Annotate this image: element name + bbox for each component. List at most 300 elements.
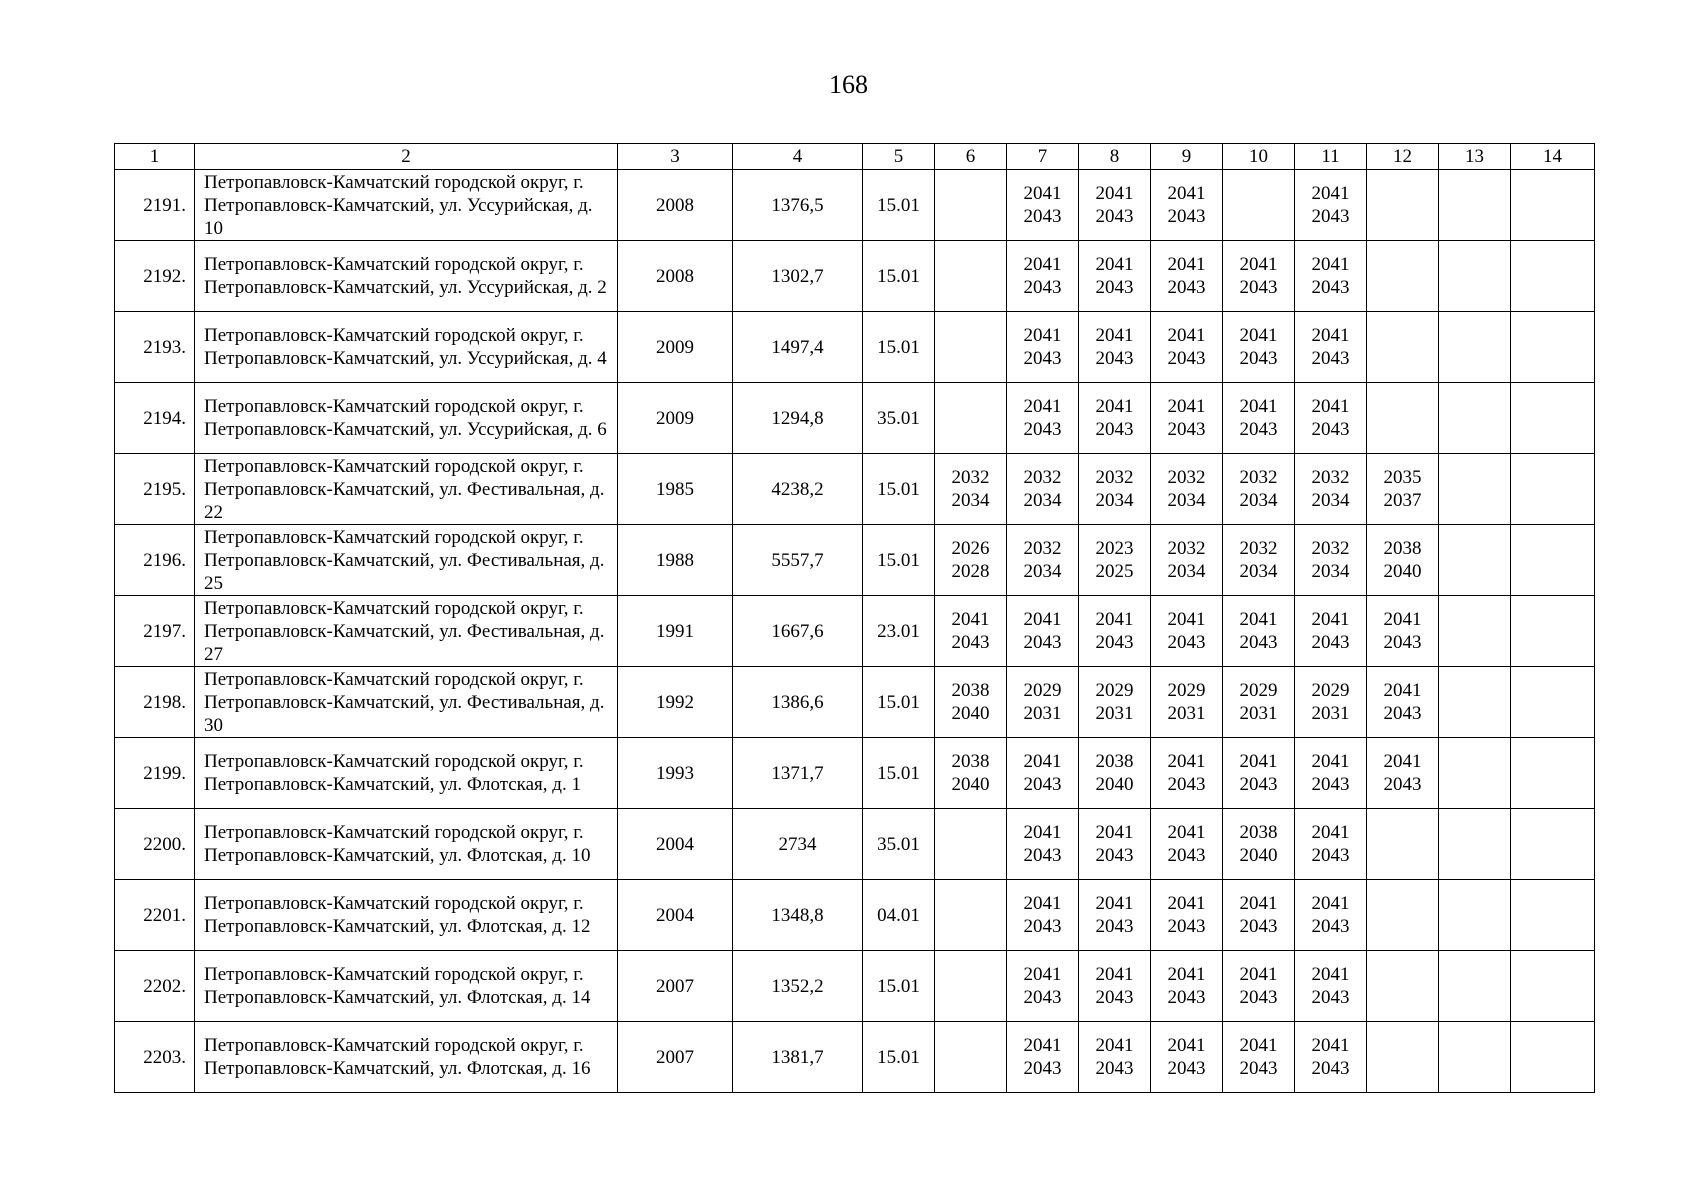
period-end-year: 2043: [1239, 774, 1278, 795]
period-cell-c11: [1295, 525, 1367, 596]
period-cell-c13: [1439, 951, 1511, 1022]
period-start-year: 2041: [1311, 254, 1350, 275]
address-cell: Петропавловск-Камчатский городской округ, г. Петропавловск-Камчатский, ул. Уссурийская, д. 4: [195, 312, 618, 383]
period-end-year: 2031: [1239, 703, 1278, 724]
period-cell-c13: [1439, 241, 1511, 312]
column-header: 12: [1367, 144, 1439, 170]
period-start-year: 2041: [1095, 822, 1134, 843]
column-header: 5: [863, 144, 935, 170]
table-row: [115, 454, 1595, 525]
period-cell-c14: [1511, 667, 1595, 738]
period-end-year: 2037: [1383, 490, 1422, 511]
period-cell-c13: [1439, 454, 1511, 525]
period-cell-c12: [1367, 454, 1439, 525]
period-cell-c9: [1151, 738, 1223, 809]
period-end-year: 2043: [1095, 916, 1134, 937]
period-cell-c7: [1007, 525, 1079, 596]
code-cell: 15.01: [863, 738, 935, 809]
year-cell: 1985: [618, 454, 733, 525]
period-cell-c10: [1223, 383, 1295, 454]
period-start-year: 2032: [1167, 467, 1206, 488]
period-start-year: 2041: [1167, 325, 1206, 346]
period-end-year: 2043: [1311, 419, 1350, 440]
period-end-year: 2043: [1023, 419, 1062, 440]
period-end-year: 2043: [1023, 632, 1062, 653]
period-cell-c9: [1151, 951, 1223, 1022]
period-start-year: 2041: [1167, 822, 1206, 843]
period-cell-c6: [935, 667, 1007, 738]
period-cell-c6: [935, 880, 1007, 951]
area-cell: 2734: [733, 809, 863, 880]
period-start-year: 2041: [1095, 183, 1134, 204]
period-cell-c9: [1151, 454, 1223, 525]
table-row: [115, 383, 1595, 454]
period-cell-c6: [935, 1022, 1007, 1093]
period-start-year: 2041: [1167, 396, 1206, 417]
address-cell: Петропавловск-Камчатский городской округ, г. Петропавловск-Камчатский, ул. Фестивальная, д. 27: [195, 596, 618, 667]
address-cell: Петропавловск-Камчатский городской округ, г. Петропавловск-Камчатский, ул. Уссурийская, д. 6: [195, 383, 618, 454]
period-cell-c10: [1223, 809, 1295, 880]
period-cell-c8: [1079, 170, 1151, 241]
row-number: 2203.: [115, 1022, 195, 1093]
period-cell-c11: [1295, 738, 1367, 809]
row-number: 2191.: [115, 170, 195, 241]
period-cell-c14: [1511, 454, 1595, 525]
period-cell-c6: [935, 241, 1007, 312]
period-cell-c9: [1151, 1022, 1223, 1093]
column-header: 13: [1439, 144, 1511, 170]
area-cell: 1302,7: [733, 241, 863, 312]
period-end-year: 2043: [1095, 1058, 1134, 1079]
table-row: [115, 596, 1595, 667]
period-cell-c12: [1367, 667, 1439, 738]
period-cell-c13: [1439, 312, 1511, 383]
year-cell: 2008: [618, 170, 733, 241]
period-cell-c14: [1511, 525, 1595, 596]
year-cell: 2007: [618, 951, 733, 1022]
period-cell-c13: [1439, 596, 1511, 667]
period-start-year: 2041: [1023, 396, 1062, 417]
period-end-year: 2034: [1167, 490, 1206, 511]
period-start-year: 2041: [1167, 751, 1206, 772]
period-start-year: 2041: [1239, 396, 1278, 417]
address-cell: Петропавловск-Камчатский городской округ, г. Петропавловск-Камчатский, ул. Флотская, д. 14: [195, 951, 618, 1022]
period-cell-c13: [1439, 880, 1511, 951]
period-cell-c11: [1295, 241, 1367, 312]
period-end-year: 2043: [1239, 419, 1278, 440]
period-end-year: 2043: [1095, 632, 1134, 653]
code-cell: 15.01: [863, 312, 935, 383]
period-end-year: 2043: [1167, 1058, 1206, 1079]
period-cell-c13: [1439, 170, 1511, 241]
period-cell-c10: [1223, 880, 1295, 951]
period-cell-c14: [1511, 312, 1595, 383]
area-cell: 1294,8: [733, 383, 863, 454]
code-cell: 35.01: [863, 809, 935, 880]
table-row: [115, 170, 1595, 241]
period-start-year: 2038: [1239, 822, 1278, 843]
period-start-year: 2038: [951, 751, 990, 772]
period-end-year: 2043: [1311, 845, 1350, 866]
address-cell: Петропавловск-Камчатский городской округ, г. Петропавловск-Камчатский, ул. Уссурийская, д. 2: [195, 241, 618, 312]
code-cell: 15.01: [863, 170, 935, 241]
period-start-year: 2029: [1311, 680, 1350, 701]
period-cell-c14: [1511, 1022, 1595, 1093]
period-cell-c7: [1007, 667, 1079, 738]
period-cell-c11: [1295, 454, 1367, 525]
period-end-year: 2043: [1239, 916, 1278, 937]
period-start-year: 2041: [1167, 254, 1206, 275]
year-cell: 1993: [618, 738, 733, 809]
period-start-year: 2041: [1239, 254, 1278, 275]
period-end-year: 2043: [1095, 206, 1134, 227]
period-start-year: 2041: [1311, 751, 1350, 772]
area-cell: 1667,6: [733, 596, 863, 667]
period-end-year: 2025: [1095, 561, 1134, 582]
period-cell-c14: [1511, 951, 1595, 1022]
period-end-year: 2034: [1311, 490, 1350, 511]
period-end-year: 2040: [951, 774, 990, 795]
code-cell: 15.01: [863, 1022, 935, 1093]
code-cell: 15.01: [863, 241, 935, 312]
period-end-year: 2043: [1311, 348, 1350, 369]
period-start-year: 2035: [1383, 467, 1422, 488]
area-cell: 5557,7: [733, 525, 863, 596]
period-end-year: 2043: [1239, 277, 1278, 298]
period-start-year: 2041: [1311, 396, 1350, 417]
period-end-year: 2043: [1023, 916, 1062, 937]
period-start-year: 2032: [1167, 538, 1206, 559]
period-start-year: 2029: [1023, 680, 1062, 701]
period-cell-c7: [1007, 738, 1079, 809]
period-cell-c13: [1439, 1022, 1511, 1093]
table-row: [115, 1022, 1595, 1093]
period-start-year: 2032: [1023, 538, 1062, 559]
period-cell-c10: [1223, 312, 1295, 383]
period-cell-c7: [1007, 383, 1079, 454]
period-end-year: 2043: [1095, 277, 1134, 298]
period-cell-c12: [1367, 951, 1439, 1022]
period-cell-c14: [1511, 383, 1595, 454]
code-cell: 15.01: [863, 525, 935, 596]
period-start-year: 2041: [1023, 183, 1062, 204]
period-cell-c6: [935, 383, 1007, 454]
period-cell-c12: [1367, 880, 1439, 951]
period-cell-c9: [1151, 596, 1223, 667]
area-cell: 1386,6: [733, 667, 863, 738]
period-start-year: 2038: [1383, 538, 1422, 559]
area-cell: 4238,2: [733, 454, 863, 525]
period-cell-c7: [1007, 312, 1079, 383]
period-end-year: 2043: [1311, 916, 1350, 937]
period-cell-c6: [935, 809, 1007, 880]
table-row: [115, 880, 1595, 951]
period-end-year: 2034: [1239, 490, 1278, 511]
year-cell: 2004: [618, 809, 733, 880]
period-end-year: 2043: [951, 632, 990, 653]
address-cell: Петропавловск-Камчатский городской округ, г. Петропавловск-Камчатский, ул. Фестивальная, д. 30: [195, 667, 618, 738]
period-cell-c10: [1223, 596, 1295, 667]
code-cell: 15.01: [863, 454, 935, 525]
period-cell-c11: [1295, 951, 1367, 1022]
period-start-year: 2032: [951, 467, 990, 488]
period-end-year: 2043: [1383, 703, 1422, 724]
period-end-year: 2043: [1095, 987, 1134, 1008]
period-end-year: 2028: [951, 561, 990, 582]
registry-table: [114, 143, 1595, 1093]
period-cell-c8: [1079, 241, 1151, 312]
period-end-year: 2040: [1239, 845, 1278, 866]
period-end-year: 2043: [1167, 277, 1206, 298]
period-start-year: 2029: [1095, 680, 1134, 701]
period-start-year: 2041: [1167, 183, 1206, 204]
column-header: 6: [935, 144, 1007, 170]
period-cell-c13: [1439, 383, 1511, 454]
period-cell-c10: [1223, 525, 1295, 596]
period-cell-c7: [1007, 241, 1079, 312]
year-cell: 2004: [618, 880, 733, 951]
period-cell-c11: [1295, 880, 1367, 951]
period-cell-c10: [1223, 454, 1295, 525]
period-cell-c11: [1295, 809, 1367, 880]
period-start-year: 2041: [951, 609, 990, 630]
period-end-year: 2043: [1239, 1058, 1278, 1079]
period-cell-c7: [1007, 454, 1079, 525]
code-cell: 15.01: [863, 667, 935, 738]
table-row: [115, 241, 1595, 312]
period-start-year: 2041: [1311, 964, 1350, 985]
period-start-year: 2029: [1239, 680, 1278, 701]
period-start-year: 2041: [1311, 325, 1350, 346]
period-cell-c9: [1151, 667, 1223, 738]
period-start-year: 2032: [1239, 467, 1278, 488]
period-end-year: 2043: [1311, 774, 1350, 795]
area-cell: 1371,7: [733, 738, 863, 809]
column-header: 14: [1511, 144, 1595, 170]
code-cell: 35.01: [863, 383, 935, 454]
period-cell-c8: [1079, 383, 1151, 454]
period-end-year: 2043: [1095, 419, 1134, 440]
period-cell-c12: [1367, 383, 1439, 454]
period-end-year: 2043: [1023, 774, 1062, 795]
column-header: 10: [1223, 144, 1295, 170]
period-end-year: 2043: [1311, 632, 1350, 653]
year-cell: 2009: [618, 312, 733, 383]
period-cell-c8: [1079, 525, 1151, 596]
period-cell-c7: [1007, 809, 1079, 880]
period-end-year: 2043: [1023, 206, 1062, 227]
period-cell-c12: [1367, 312, 1439, 383]
period-cell-c10: [1223, 1022, 1295, 1093]
address-cell: Петропавловск-Камчатский городской округ, г. Петропавловск-Камчатский, ул. Фестивальная, д. 22: [195, 454, 618, 525]
period-start-year: 2032: [1311, 467, 1350, 488]
period-end-year: 2043: [1023, 348, 1062, 369]
row-number: 2201.: [115, 880, 195, 951]
period-start-year: 2038: [1095, 751, 1134, 772]
period-start-year: 2041: [1023, 609, 1062, 630]
period-cell-c8: [1079, 880, 1151, 951]
period-start-year: 2029: [1167, 680, 1206, 701]
period-end-year: 2034: [1095, 490, 1134, 511]
code-cell: 15.01: [863, 951, 935, 1022]
period-start-year: 2041: [1311, 893, 1350, 914]
period-end-year: 2043: [1167, 987, 1206, 1008]
row-number: 2193.: [115, 312, 195, 383]
period-cell-c9: [1151, 312, 1223, 383]
period-cell-c9: [1151, 383, 1223, 454]
period-cell-c8: [1079, 738, 1151, 809]
period-start-year: 2041: [1239, 964, 1278, 985]
period-end-year: 2043: [1167, 348, 1206, 369]
period-end-year: 2034: [1167, 561, 1206, 582]
period-end-year: 2043: [1095, 845, 1134, 866]
address-cell: Петропавловск-Камчатский городской округ, г. Петропавловск-Камчатский, ул. Флотская, д. 12: [195, 880, 618, 951]
period-end-year: 2034: [1023, 561, 1062, 582]
period-end-year: 2040: [1095, 774, 1134, 795]
column-header: 7: [1007, 144, 1079, 170]
row-number: 2194.: [115, 383, 195, 454]
period-cell-c6: [935, 312, 1007, 383]
period-end-year: 2043: [1311, 277, 1350, 298]
period-start-year: 2041: [1167, 1035, 1206, 1056]
period-cell-c6: [935, 596, 1007, 667]
period-cell-c11: [1295, 596, 1367, 667]
column-header: 11: [1295, 144, 1367, 170]
period-cell-c10: [1223, 951, 1295, 1022]
period-cell-c8: [1079, 596, 1151, 667]
period-start-year: 2032: [1311, 538, 1350, 559]
period-cell-c9: [1151, 170, 1223, 241]
year-cell: 1991: [618, 596, 733, 667]
year-cell: 1992: [618, 667, 733, 738]
row-number: 2199.: [115, 738, 195, 809]
period-start-year: 2041: [1239, 325, 1278, 346]
address-cell: Петропавловск-Камчатский городской округ, г. Петропавловск-Камчатский, ул. Уссурийская, д. 10: [195, 170, 618, 241]
address-cell: Петропавловск-Камчатский городской округ, г. Петропавловск-Камчатский, ул. Флотская, д. 1: [195, 738, 618, 809]
code-cell: 23.01: [863, 596, 935, 667]
period-end-year: 2031: [1023, 703, 1062, 724]
period-cell-c10: [1223, 738, 1295, 809]
period-end-year: 2043: [1167, 774, 1206, 795]
period-start-year: 2041: [1311, 183, 1350, 204]
period-end-year: 2034: [1239, 561, 1278, 582]
period-start-year: 2041: [1239, 751, 1278, 772]
column-header: 2: [195, 144, 618, 170]
period-end-year: 2043: [1167, 632, 1206, 653]
table-row: [115, 738, 1595, 809]
period-start-year: 2041: [1311, 609, 1350, 630]
period-cell-c8: [1079, 312, 1151, 383]
period-start-year: 2032: [1239, 538, 1278, 559]
column-header: 1: [115, 144, 195, 170]
period-cell-c6: [935, 738, 1007, 809]
period-cell-c8: [1079, 809, 1151, 880]
row-number: 2200.: [115, 809, 195, 880]
period-end-year: 2043: [1023, 987, 1062, 1008]
period-start-year: 2041: [1167, 893, 1206, 914]
period-cell-c11: [1295, 667, 1367, 738]
address-cell: Петропавловск-Камчатский городской округ, г. Петропавловск-Камчатский, ул. Флотская, д. 16: [195, 1022, 618, 1093]
period-end-year: 2043: [1311, 206, 1350, 227]
period-end-year: 2043: [1239, 632, 1278, 653]
period-end-year: 2043: [1311, 987, 1350, 1008]
period-cell-c6: [935, 170, 1007, 241]
period-start-year: 2041: [1023, 964, 1062, 985]
period-start-year: 2041: [1311, 1035, 1350, 1056]
period-cell-c11: [1295, 1022, 1367, 1093]
period-cell-c14: [1511, 596, 1595, 667]
table-row: [115, 667, 1595, 738]
period-start-year: 2023: [1095, 538, 1134, 559]
period-end-year: 2043: [1167, 845, 1206, 866]
period-end-year: 2043: [1167, 419, 1206, 440]
period-start-year: 2032: [1095, 467, 1134, 488]
period-cell-c11: [1295, 383, 1367, 454]
period-cell-c12: [1367, 525, 1439, 596]
period-start-year: 2041: [1167, 964, 1206, 985]
period-cell-c12: [1367, 1022, 1439, 1093]
period-cell-c7: [1007, 1022, 1079, 1093]
period-cell-c6: [935, 454, 1007, 525]
period-cell-c14: [1511, 809, 1595, 880]
period-cell-c14: [1511, 241, 1595, 312]
period-start-year: 2041: [1095, 325, 1134, 346]
column-header: 9: [1151, 144, 1223, 170]
table-row: [115, 951, 1595, 1022]
year-cell: 2008: [618, 241, 733, 312]
year-cell: 2009: [618, 383, 733, 454]
column-header: 8: [1079, 144, 1151, 170]
period-cell-c7: [1007, 951, 1079, 1022]
period-cell-c10: [1223, 667, 1295, 738]
period-end-year: 2031: [1311, 703, 1350, 724]
period-cell-c9: [1151, 241, 1223, 312]
column-header: 4: [733, 144, 863, 170]
period-end-year: 2031: [1095, 703, 1134, 724]
period-start-year: 2041: [1239, 1035, 1278, 1056]
period-cell-c7: [1007, 170, 1079, 241]
period-end-year: 2034: [951, 490, 990, 511]
area-cell: 1497,4: [733, 312, 863, 383]
period-start-year: 2041: [1095, 396, 1134, 417]
period-cell-c8: [1079, 667, 1151, 738]
table-row: [115, 525, 1595, 596]
period-cell-c13: [1439, 809, 1511, 880]
column-header: 3: [618, 144, 733, 170]
period-start-year: 2041: [1023, 254, 1062, 275]
period-start-year: 2041: [1095, 254, 1134, 275]
year-cell: 1988: [618, 525, 733, 596]
period-cell-c11: [1295, 170, 1367, 241]
row-number: 2197.: [115, 596, 195, 667]
area-cell: 1352,2: [733, 951, 863, 1022]
period-cell-c13: [1439, 667, 1511, 738]
period-start-year: 2041: [1023, 822, 1062, 843]
period-start-year: 2041: [1167, 609, 1206, 630]
registry-body: [115, 170, 1595, 1093]
period-end-year: 2043: [1383, 632, 1422, 653]
period-end-year: 2043: [1023, 845, 1062, 866]
table-row: [115, 312, 1595, 383]
period-start-year: 2032: [1023, 467, 1062, 488]
period-cell-c9: [1151, 809, 1223, 880]
address-cell: Петропавловск-Камчатский городской округ, г. Петропавловск-Камчатский, ул. Флотская, д. 10: [195, 809, 618, 880]
period-cell-c14: [1511, 738, 1595, 809]
period-start-year: 2041: [1311, 822, 1350, 843]
period-start-year: 2041: [1023, 893, 1062, 914]
area-cell: 1348,8: [733, 880, 863, 951]
period-start-year: 2041: [1023, 751, 1062, 772]
